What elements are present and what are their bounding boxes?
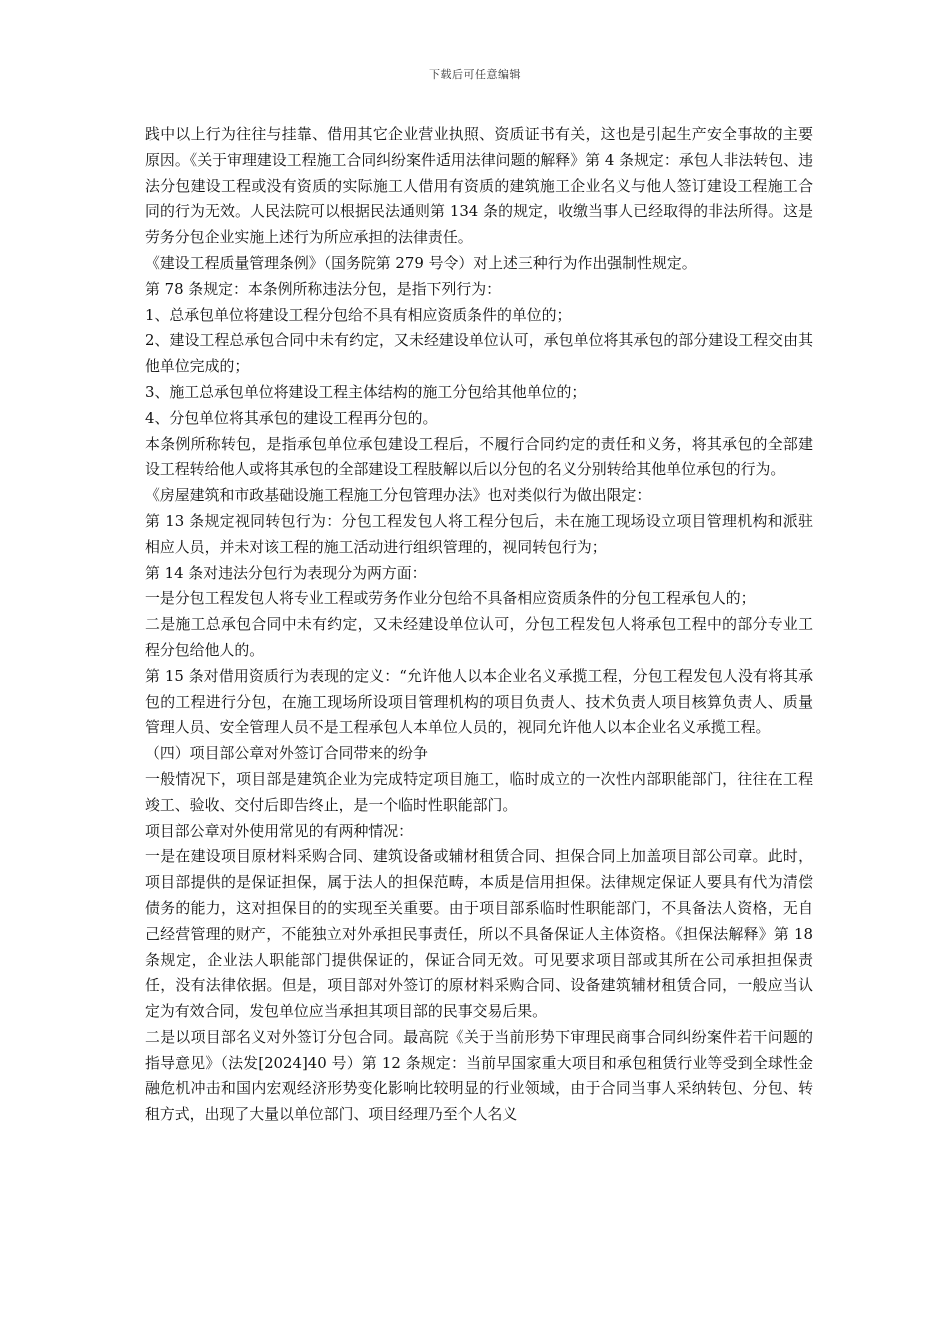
page-header: 下载后可任意编辑 — [429, 68, 521, 81]
paragraph: 《房屋建筑和市政基础设施工程施工分包管理办法》也对类似行为做出限定： — [145, 486, 652, 505]
paragraph: 《建设工程质量管理条例》（国务院第 279 号令）对上述三种行为作出强制性规定。 — [145, 253, 697, 272]
paragraph: 第 13 条规定视同转包行为：分包工程发包人将工程分包后，未在施工现场设立项目管理机构和派驻相应人员，并未对该工程的施工活动进行组织管理的，视同转包行为； — [145, 511, 813, 556]
paragraph: 践中以上行为往往与挂靠、借用其它企业营业执照、资质证书有关，这也是引起生产安全事故的主要原因。《关于审理建设工程施工合同纠纷案件适用法律问题的解释》第 4 条规定：承包人非法转包、违法分包建设工程或没有资质的实际施工人借用有资质的建筑施工企业名义与他人签订建设工程施工合同的行为无效。人民法院可以根据民法通则第 134 条的规定，收缴当事人已经取得的非法所得。这是劳务分包企业实施上述行为所应承担的法律责任。 — [145, 125, 813, 247]
paragraph: 3、施工总承包单位将建设工程主体结构的施工分包给其他单位的； — [145, 382, 587, 401]
paragraph: 1、总承包单位将建设工程分包给不具有相应资质条件的单位的； — [145, 305, 572, 324]
paragraph: 二是施工总承包合同中未有约定，又未经建设单位认可，分包工程发包人将承包工程中的部分专业工程分包给他人的。 — [145, 615, 813, 659]
document-body — [145, 122, 813, 1128]
paragraph: 2、建设工程总承包合同中未有约定，又未经建设单位认可，承包单位将其承包的部分建设工程交由其他单位完成的； — [145, 331, 813, 376]
section-heading: （四）项目部公章对外签订合同带来的纷争 — [145, 744, 428, 763]
paragraph: 一般情况下，项目部是建筑企业为完成特定项目施工，临时成立的一次性内部职能部门，往往在工程竣工、验收、交付后即告终止，是一个临时性职能部门。 — [145, 769, 813, 814]
paragraph: 第 15 条对借用资质行为表现的定义：“允许他人以本企业名义承揽工程，分包工程发包人没有将其承包的工程进行分包，在施工现场所设项目管理机构的项目负责人、技术负责人项目核算负责人、质量管理人员、安全管理人员不是工程承包人本单位人员的，视同允许他人以本企业名义承揽工程。 — [145, 666, 813, 737]
paragraph: 4、分包单位将其承包的建设工程再分包的。 — [145, 408, 438, 427]
paragraph: 二是以项目部名义对外签订分包合同。最高院《关于当前形势下审理民商事合同纠纷案件若干问题的指导意见》（法发[2024]40 号）第 12 条规定：当前早国家重大项目和承包租赁行业等受到全球性金融危机冲击和国内宏观经济形势变化影响比较明显的行业领域，由于合同当事人采纳转包、分包、转租方式，出现了大量以单位部门、项目经理乃至个人名义 — [145, 1027, 813, 1124]
paragraph: 一是在建设项目原材料采购合同、建筑设备或辅材租赁合同、担保合同上加盖项目部公司章。此时，项目部提供的是保证担保，属于法人的担保范畴，本质是信用担保。法律规定保证人要具有代为清偿债务的能力，这对担保目的的实现至关重要。由于项目部系临时性职能部门，不具备法人资格，无自己经营管理的财产，不能独立对外承担民事责任，所以不具备保证人主体资格。《担保法解释》第 18 条规定，企业法人职能部门提供保证的，保证合同无效。可见要求项目部或其所在公司承担担保责任，没有法律依据。但是，项目部对外签订的原材料采购合同、设备建筑辅材租赁合同，一般应当认定为有效合同，发包单位应当承担其项目部的民事交易后果。 — [145, 847, 813, 1021]
paragraph: 第 78 条规定：本条例所称违法分包，是指下列行为： — [145, 279, 502, 298]
paragraph: 一是分包工程发包人将专业工程或劳务作业分包给不具备相应资质条件的分包工程承包人的； — [145, 589, 756, 608]
paragraph: 项目部公章对外使用常见的有两种情况： — [145, 821, 414, 840]
paragraph: 第 14 条对违法分包行为表现分为两方面： — [145, 563, 427, 582]
paragraph: 本条例所称转包，是指承包单位承包建设工程后，不履行合同约定的责任和义务，将其承包的全部建设工程转给他人或将其承包的全部建设工程肢解以后以分包的名义分别转给其他单位承包的行为。 — [145, 434, 813, 479]
